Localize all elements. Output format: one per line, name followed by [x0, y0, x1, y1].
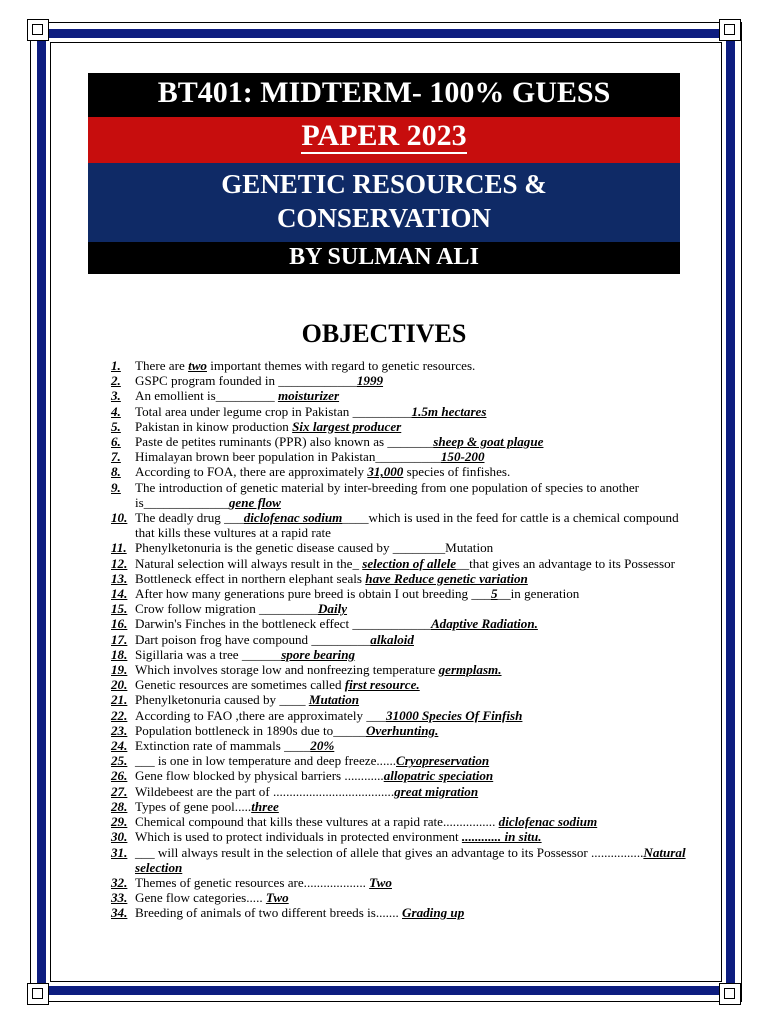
question-number: 7. — [111, 449, 121, 465]
question-number: 22. — [111, 707, 128, 723]
question-answer: selection of allele — [362, 555, 457, 571]
question-item — [111, 708, 691, 723]
question-text — [135, 738, 691, 753]
question-item — [111, 647, 691, 662]
question-answer: 1.5m hectares — [411, 403, 487, 419]
question-text — [135, 388, 691, 403]
question-item — [111, 768, 691, 783]
question-suffix: important themes with regard to genetic resources. — [206, 358, 476, 373]
question-answer: allopatric speciation — [383, 768, 494, 784]
question-answer: first resource. — [344, 677, 420, 693]
question-item — [111, 753, 691, 768]
question-text — [135, 616, 691, 631]
border-corner-bottom-left — [27, 983, 49, 1005]
question-prompt: After how many generations pure breed is obtain I out breeding ___ — [135, 586, 491, 602]
border-corner-top-left — [27, 19, 49, 41]
question-text — [135, 692, 691, 707]
question-text — [135, 358, 691, 373]
question-answer: Grading up — [402, 905, 465, 921]
question-answer: 20% — [310, 738, 335, 754]
question-item — [111, 510, 691, 540]
question-prompt: The introduction of genetic material by inter-breeding from one population of species to another is_____________ — [135, 479, 640, 510]
question-number: 26. — [111, 768, 128, 784]
question-text — [135, 373, 691, 388]
question-text — [135, 449, 691, 464]
question-answer: two — [188, 358, 207, 373]
question-number: 17. — [111, 631, 128, 647]
header-subject — [88, 163, 680, 242]
question-text — [135, 601, 691, 616]
question-answer: alkaloid — [370, 631, 414, 647]
question-prompt: Which involves storage low and nonfreezing temperature — [135, 662, 439, 678]
question-answer: 5 — [490, 586, 498, 602]
header-subject-line-1: GENETIC RESOURCES & — [221, 169, 547, 199]
header-author: BY SULMAN ALI — [88, 242, 680, 274]
question-item — [111, 784, 691, 799]
question-number: 3. — [111, 388, 121, 404]
question-answer: 150-200 — [440, 449, 485, 465]
question-number: 10. — [111, 510, 128, 526]
question-number: 20. — [111, 677, 128, 693]
question-text — [135, 480, 691, 510]
question-text — [135, 404, 691, 419]
question-item — [111, 799, 691, 814]
question-number: 32. — [111, 874, 128, 890]
question-item — [111, 358, 691, 373]
question-prompt: GSPC program founded in ____________ — [135, 373, 357, 389]
question-text — [135, 556, 691, 571]
question-answer: gene flow — [228, 494, 281, 510]
question-number: 19. — [111, 662, 128, 678]
question-prompt: Natural selection will always result in the_ — [135, 555, 363, 571]
question-text — [135, 708, 691, 723]
question-prompt: Gene flow categories..... — [135, 890, 266, 906]
question-text — [135, 753, 691, 768]
question-prompt: Darwin's Finches in the bottleneck effect ____________ — [135, 616, 431, 632]
question-item — [111, 404, 691, 419]
question-number: 15. — [111, 601, 128, 617]
question-answer: have Reduce genetic variation — [365, 570, 528, 586]
question-prompt: According to FOA, there are approximately — [135, 464, 368, 480]
question-text — [135, 510, 691, 540]
question-item — [111, 890, 691, 905]
question-text — [135, 677, 691, 692]
section-title: OBJECTIVES — [301, 319, 467, 348]
question-item — [111, 571, 691, 586]
question-item — [111, 464, 691, 479]
question-answer: three — [251, 798, 279, 814]
question-answer: Two — [265, 890, 289, 906]
question-number: 34. — [111, 905, 128, 921]
question-item — [111, 814, 691, 829]
question-answer: Daily — [317, 601, 348, 617]
question-prompt: ___ is one in low temperature and deep freeze...... — [135, 753, 397, 769]
question-answer: ............ in situ. — [461, 829, 542, 845]
question-answer: spore bearing — [281, 646, 356, 662]
question-text — [135, 784, 691, 799]
question-prompt: Types of gene pool..... — [135, 798, 252, 814]
question-text — [135, 723, 691, 738]
question-text — [135, 768, 691, 783]
question-prompt: Themes of genetic resources are................... — [135, 874, 370, 890]
question-item — [111, 738, 691, 753]
question-text — [135, 814, 691, 829]
question-text — [135, 829, 691, 844]
question-number: 29. — [111, 814, 128, 830]
question-text — [135, 632, 691, 647]
question-item — [111, 373, 691, 388]
question-list — [111, 358, 691, 921]
question-item — [111, 556, 691, 571]
question-answer: Two — [369, 874, 392, 890]
question-prompt: Which is used to protect individuals in protected environment — [135, 829, 462, 845]
question-item — [111, 662, 691, 677]
question-prompt: Total area under legume crop in Pakistan _________ — [135, 403, 412, 419]
question-answer: 31000 Species Of Finfish — [386, 707, 523, 723]
question-number: 18. — [111, 646, 128, 662]
question-text — [135, 571, 691, 586]
border-corner-bottom-right — [719, 983, 741, 1005]
question-text — [135, 662, 691, 677]
question-prompt: Sigillaria was a tree ______ — [135, 646, 282, 662]
question-answer: 31,000 — [367, 464, 404, 480]
question-answer: great migration — [394, 783, 479, 799]
question-number: 24. — [111, 738, 128, 754]
question-prompt: Bottleneck effect in northern elephant seals — [135, 570, 366, 586]
question-prompt: There are — [135, 358, 189, 373]
question-text — [135, 464, 691, 479]
question-item — [111, 723, 691, 738]
question-number: 21. — [111, 692, 128, 708]
question-item — [111, 540, 691, 555]
question-answer: Adaptive Radiation. — [430, 616, 538, 632]
question-item — [111, 434, 691, 449]
question-number: 1. — [111, 358, 121, 373]
question-number: 33. — [111, 890, 128, 906]
question-number: 12. — [111, 555, 128, 571]
question-text — [135, 434, 691, 449]
question-item — [111, 480, 691, 510]
question-item — [111, 692, 691, 707]
border-corner-top-right — [719, 19, 741, 41]
question-item — [111, 419, 691, 434]
question-number: 25. — [111, 753, 128, 769]
question-text — [135, 799, 691, 814]
question-suffix: species of finfishes. — [403, 464, 511, 480]
question-prompt: ___ will always result in the selection of allele that gives an advantage to its Possessor ................ — [135, 844, 644, 860]
question-number: 8. — [111, 464, 121, 480]
question-number: 13. — [111, 570, 128, 586]
question-prompt: Gene flow blocked by physical barriers ............ — [135, 768, 384, 784]
question-answer: germplasm. — [438, 662, 502, 678]
question-text — [135, 890, 691, 905]
question-prompt: Paste de petites ruminants (PPR) also known as _______ — [135, 434, 434, 450]
question-item — [111, 875, 691, 890]
question-prompt: Crow follow migration _________ — [135, 601, 318, 617]
question-prompt: Dart poison frog have compound _________ — [135, 631, 371, 647]
question-text — [135, 905, 691, 920]
question-item — [111, 829, 691, 844]
header-paper-year — [88, 117, 680, 163]
question-prompt: Phenylketonuria is the genetic disease caused by ________Mutation — [135, 540, 494, 556]
question-prompt: Wildebeest are the part of ..................................... — [135, 783, 395, 799]
question-item — [111, 586, 691, 601]
question-item — [111, 616, 691, 631]
question-item — [111, 632, 691, 647]
question-item — [111, 449, 691, 464]
question-suffix: __in generation — [497, 586, 580, 602]
question-number: 11. — [111, 540, 127, 556]
question-text — [135, 540, 691, 555]
header-subject-line-2: CONSERVATION — [276, 203, 492, 233]
question-text — [135, 875, 691, 890]
question-number: 5. — [111, 418, 121, 434]
question-text — [135, 419, 691, 434]
question-answer: sheep & goat plague — [433, 434, 544, 450]
question-number: 31. — [111, 844, 128, 860]
question-prompt: Pakistan in kinow production — [135, 418, 293, 434]
question-prompt: Himalayan brown beer population in Pakistan__________ — [135, 449, 441, 465]
question-number: 16. — [111, 616, 128, 632]
question-number: 30. — [111, 829, 128, 845]
question-answer: Six largest producer — [292, 418, 402, 434]
question-answer: diclofenac sodium — [243, 510, 343, 526]
question-text — [135, 647, 691, 662]
question-suffix: ____which is used in the feed for cattle is a chemical compound that kills these vultures at a rapid rate — [135, 510, 679, 541]
question-number: 2. — [111, 373, 121, 389]
question-number: 28. — [111, 798, 128, 814]
question-answer: 1999 — [356, 373, 384, 389]
question-text — [135, 845, 691, 875]
question-answer: diclofenac sodium — [498, 814, 598, 830]
header-title: BT401: MIDTERM- 100% GUESS — [88, 73, 680, 117]
question-item — [111, 677, 691, 692]
question-item — [111, 905, 691, 920]
question-item — [111, 845, 691, 875]
question-prompt: Chemical compound that kills these vultures at a rapid rate................ — [135, 814, 499, 830]
question-item — [111, 601, 691, 616]
question-number: 14. — [111, 586, 128, 602]
question-answer: Natural selection — [135, 844, 686, 875]
question-number: 9. — [111, 479, 121, 495]
question-answer: moisturizer — [277, 388, 340, 404]
question-number: 6. — [111, 434, 121, 450]
question-prompt: Genetic resources are sometimes called — [135, 677, 345, 693]
header-paper-year-text: PAPER 2023 — [301, 119, 467, 152]
question-prompt: Population bottleneck in 1890s due to_____ — [135, 722, 366, 738]
question-prompt: Phenylketonuria caused by ____ — [135, 692, 309, 708]
question-prompt: An emollient is_________ — [135, 388, 278, 404]
question-number: 4. — [111, 403, 121, 419]
question-answer: Mutation — [308, 692, 360, 708]
question-text — [135, 586, 691, 601]
question-number: 27. — [111, 783, 128, 799]
question-suffix: __that gives an advantage to its Possessor — [456, 555, 676, 571]
question-prompt: Breeding of animals of two different breeds is....... — [135, 905, 403, 921]
question-prompt: According to FAO ,there are approximately ___ — [135, 707, 387, 723]
question-number: 23. — [111, 722, 128, 738]
question-item — [111, 388, 691, 403]
question-prompt: Extinction rate of mammals ____ — [135, 738, 311, 754]
question-prompt: The deadly drug ___ — [135, 510, 244, 526]
question-answer: Overhunting. — [365, 722, 439, 738]
question-answer: Cryopreservation — [396, 753, 490, 769]
